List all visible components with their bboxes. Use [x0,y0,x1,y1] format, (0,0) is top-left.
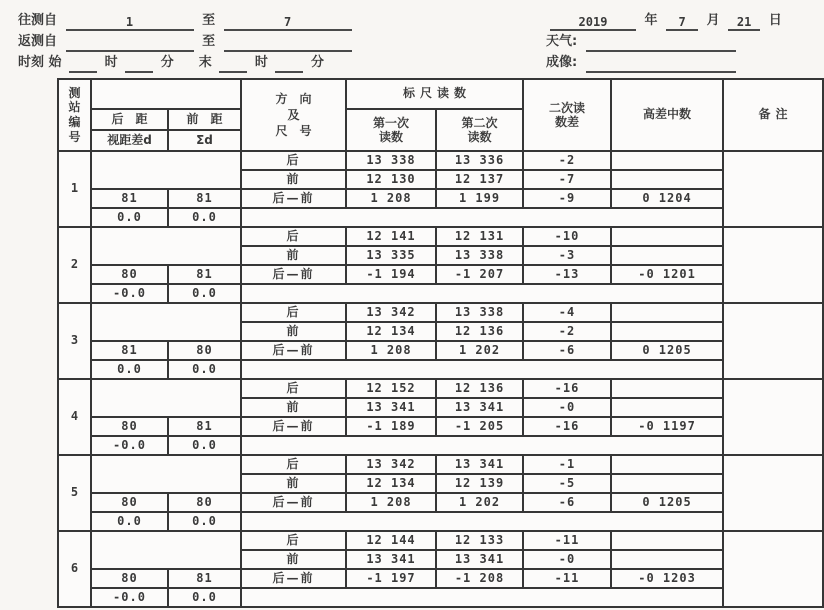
distance-blank-cell [91,531,241,569]
return-to-field[interactable] [224,35,352,52]
distance-diff-value: 0.0 [91,512,168,531]
height-mean-blank [611,151,723,170]
front-second-reading: 12 139 [436,474,523,493]
back-row-label: 后 [241,455,346,474]
bmf-row-label: 后—前 [241,569,346,588]
weather-label: 天气: [546,34,578,49]
station-row-back-minus-front [58,341,823,360]
station-row-back [58,379,823,398]
first-reading-header-line2: 读数 [378,130,403,144]
time-label: 时刻 [18,55,45,70]
station-row-back [58,151,823,170]
distance-diff-value: 0.0 [91,360,168,379]
front-first-reading: 12 134 [346,474,436,493]
sum-d-header: Σd [168,130,241,151]
direction-rod-header [241,79,346,151]
bmf-first-reading: -1 194 [346,265,436,284]
distance-diff-header: 视距差d [91,130,168,151]
back-second-reading: 13 338 [436,303,523,322]
front-row-label: 前 [241,246,346,265]
front-second-diff: -0 [523,550,611,569]
second-reading-header-line2: 读数 [467,130,492,144]
time-line [18,52,356,73]
station-row-back-minus-front [58,493,823,512]
end-minute-field[interactable] [275,56,303,73]
month-field[interactable]: 7 [666,14,698,31]
front-second-diff: -5 [523,474,611,493]
height-mean-blank [611,531,723,550]
back-first-reading: 13 342 [346,303,436,322]
weather-field[interactable] [586,35,736,52]
bmf-second-diff: -6 [523,341,611,360]
day-field[interactable]: 21 [728,14,760,31]
back-distance-value: 81 [91,341,168,360]
bmf-second-diff: -9 [523,189,611,208]
remark-header: 备注 [723,79,823,151]
station-number-cell: 6 [58,531,91,607]
height-mean-blank [611,398,723,417]
rod-reading-header: 标尺读数 [346,79,523,109]
front-second-diff: -3 [523,246,611,265]
direction-header-line1: 方 向 [275,91,312,106]
distance-diff-value: 0.0 [91,208,168,227]
height-mean-blank [611,170,723,189]
station-row-back-minus-front [58,189,823,208]
bmf-row-label: 后—前 [241,189,346,208]
back-first-reading: 12 144 [346,531,436,550]
year-label: 年 [644,13,658,28]
front-row-label: 前 [241,398,346,417]
end-hour-field[interactable] [219,56,247,73]
bmf-second-reading: 1 202 [436,341,523,360]
front-first-reading: 12 134 [346,322,436,341]
distance-diff-value: -0.0 [91,588,168,607]
bottom-blank-span-cell [241,588,723,607]
leveling-table [57,78,824,608]
station-number-cell: 1 [58,151,91,227]
back-second-reading: 12 133 [436,531,523,550]
sum-d-value: 0.0 [168,512,241,531]
bmf-second-reading: -1 205 [436,417,523,436]
back-row-label: 后 [241,531,346,550]
start-minute-field[interactable] [125,56,153,73]
form-header [0,8,824,73]
bmf-second-reading: -1 208 [436,569,523,588]
forward-survey-line [18,10,356,31]
remark-cell [723,227,823,303]
front-distance-value: 81 [168,265,241,284]
remark-cell [723,379,823,455]
back-first-reading: 12 141 [346,227,436,246]
front-distance-value: 80 [168,341,241,360]
height-mean-blank [611,474,723,493]
height-mean-value: -0 1197 [611,417,723,436]
station-row-back [58,531,823,550]
form-header-right [546,10,798,73]
second-diff-header-line1: 二次读 [549,100,586,115]
front-first-reading: 13 341 [346,550,436,569]
start-hour-field[interactable] [69,56,97,73]
return-survey-line [18,31,356,52]
front-second-reading: 13 338 [436,246,523,265]
height-mean-value: -0 1203 [611,569,723,588]
front-distance-header: 前 距 [168,109,241,130]
back-second-diff: -11 [523,531,611,550]
sum-d-value: 0.0 [168,436,241,455]
station-row-distances [58,588,823,607]
header-body [58,79,823,151]
front-second-reading: 12 137 [436,170,523,189]
back-distance-header: 后 距 [91,109,168,130]
end-minute-label: 分 [310,55,324,70]
time-start-label: 始 [48,55,62,70]
bmf-first-reading: -1 197 [346,569,436,588]
remark-cell [723,303,823,379]
bmf-second-reading: 1 199 [436,189,523,208]
bmf-row-label: 后—前 [241,493,346,512]
bottom-blank-span-cell [241,512,723,531]
bmf-second-reading: -1 207 [436,265,523,284]
station-row-distances [58,208,823,227]
station-number-cell: 3 [58,303,91,379]
bmf-first-reading: -1 189 [346,417,436,436]
return-to-label: 至 [202,34,216,49]
height-mean-blank [611,455,723,474]
second-diff-header [523,79,611,151]
bottom-blank-span-cell [241,284,723,303]
stations-body [58,151,823,607]
back-distance-value: 80 [91,265,168,284]
front-second-reading: 13 341 [436,550,523,569]
back-row-label: 后 [241,379,346,398]
front-first-reading: 13 335 [346,246,436,265]
distance-blank-cell [91,379,241,417]
imaging-label: 成像: [546,55,578,70]
back-first-reading: 13 342 [346,455,436,474]
bmf-first-reading: 1 208 [346,341,436,360]
bottom-blank-span-cell [241,436,723,455]
back-row-label: 后 [241,303,346,322]
bmf-first-reading: 1 208 [346,189,436,208]
distance-blank-cell [91,151,241,189]
height-mean-header: 高差中数 [611,79,723,151]
date-line [546,10,798,31]
bottom-blank-span-cell [241,360,723,379]
height-mean-blank [611,227,723,246]
station-row-back-minus-front [58,569,823,588]
height-mean-blank [611,246,723,265]
forward-from-field[interactable]: 1 [66,14,194,31]
back-first-reading: 13 338 [346,151,436,170]
bmf-second-reading: 1 202 [436,493,523,512]
remark-cell [723,531,823,607]
front-row-label: 前 [241,550,346,569]
back-distance-value: 80 [91,569,168,588]
month-label: 月 [706,13,720,28]
bmf-first-reading: 1 208 [346,493,436,512]
distance-diff-value: -0.0 [91,436,168,455]
bmf-row-label: 后—前 [241,417,346,436]
front-distance-value: 81 [168,189,241,208]
front-first-reading: 13 341 [346,398,436,417]
back-distance-value: 81 [91,189,168,208]
back-second-reading: 13 336 [436,151,523,170]
forward-to-label: 至 [202,13,216,28]
front-second-diff: -2 [523,322,611,341]
direction-header-line3: 尺 号 [275,124,312,139]
station-row-distances [58,436,823,455]
first-reading-header-line1: 第一次 [372,115,409,130]
station-row-distances [58,512,823,531]
bmf-second-diff: -6 [523,493,611,512]
distance-diff-value: -0.0 [91,284,168,303]
back-first-reading: 12 152 [346,379,436,398]
second-diff-header-line2: 数差 [555,115,580,129]
imaging-line [546,52,798,73]
end-hour-label: 时 [254,55,268,70]
back-second-diff: -16 [523,379,611,398]
station-number-cell: 4 [58,379,91,455]
front-row-label: 前 [241,170,346,189]
back-distance-value: 80 [91,417,168,436]
sum-d-value: 0.0 [168,208,241,227]
direction-header-line2: 及 [287,107,300,122]
front-distance-value: 81 [168,417,241,436]
height-mean-value: 0 1205 [611,493,723,512]
year-field[interactable]: 2019 [550,14,636,31]
distance-blank-cell [91,455,241,493]
front-second-reading: 13 341 [436,398,523,417]
height-mean-value: 0 1204 [611,189,723,208]
station-row-back-minus-front [58,265,823,284]
front-distance-value: 81 [168,569,241,588]
forward-from-label: 往测自 [18,13,58,28]
first-reading-header [346,109,436,151]
day-label: 日 [768,13,782,28]
back-row-label: 后 [241,151,346,170]
weather-line [546,31,798,52]
back-second-diff: -10 [523,227,611,246]
height-mean-blank [611,303,723,322]
distance-blank-cell [91,303,241,341]
back-second-reading: 13 341 [436,455,523,474]
sum-d-value: 0.0 [168,360,241,379]
time-end-label: 末 [198,55,212,70]
front-row-label: 前 [241,474,346,493]
distance-header-blank [91,79,241,109]
forward-to-field[interactable]: 7 [224,14,352,31]
front-first-reading: 12 130 [346,170,436,189]
form-header-left [18,10,356,73]
station-row-distances [58,284,823,303]
imaging-field[interactable] [586,56,736,73]
bmf-row-label: 后—前 [241,265,346,284]
station-row-back [58,227,823,246]
second-reading-header [436,109,523,151]
front-second-diff: -0 [523,398,611,417]
remark-cell [723,151,823,227]
remark-cell [723,455,823,531]
front-row-label: 前 [241,322,346,341]
bmf-second-diff: -16 [523,417,611,436]
start-hour-label: 时 [104,55,118,70]
sum-d-value: 0.0 [168,588,241,607]
back-second-reading: 12 131 [436,227,523,246]
front-second-reading: 12 136 [436,322,523,341]
station-row-back [58,303,823,322]
back-second-diff: -1 [523,455,611,474]
front-second-diff: -7 [523,170,611,189]
bmf-second-diff: -11 [523,569,611,588]
height-mean-blank [611,550,723,569]
distance-blank-cell [91,227,241,265]
height-mean-value: -0 1201 [611,265,723,284]
bmf-second-diff: -13 [523,265,611,284]
height-mean-blank [611,379,723,398]
back-distance-value: 80 [91,493,168,512]
sum-d-value: 0.0 [168,284,241,303]
station-row-back-minus-front [58,417,823,436]
station-number-cell: 5 [58,455,91,531]
station-row-distances [58,360,823,379]
station-number-cell: 2 [58,227,91,303]
start-minute-label: 分 [160,55,174,70]
height-mean-blank [611,322,723,341]
second-reading-header-line1: 第二次 [461,115,498,130]
return-from-field[interactable] [66,35,194,52]
bmf-row-label: 后—前 [241,341,346,360]
height-mean-value: 0 1205 [611,341,723,360]
back-second-diff: -2 [523,151,611,170]
back-row-label: 后 [241,227,346,246]
front-distance-value: 80 [168,493,241,512]
station-number-header-text: 测站编号 [68,85,81,144]
station-row-back [58,455,823,474]
bottom-blank-span-cell [241,208,723,227]
back-second-diff: -4 [523,303,611,322]
back-second-reading: 12 136 [436,379,523,398]
return-from-label: 返测自 [18,34,58,49]
station-number-header [58,79,91,151]
